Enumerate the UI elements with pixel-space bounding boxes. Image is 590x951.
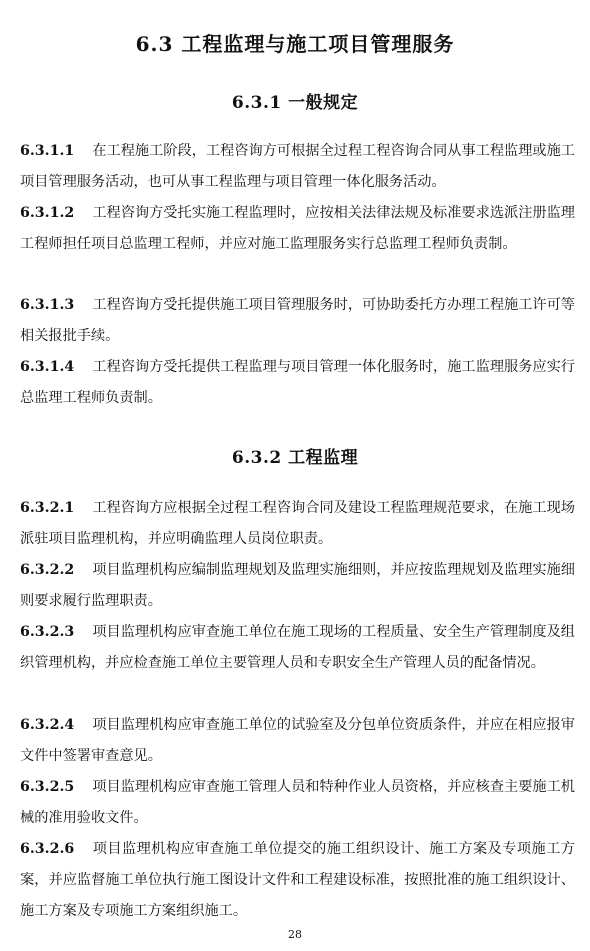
clause-number: 6.3.1.4 — [20, 359, 75, 375]
clause-number: 6.3.2.1 — [20, 500, 75, 516]
clause-number: 6.3.1.3 — [20, 297, 75, 313]
clause-text: 项目监理机构应审查施工单位的试验室及分包单位资质条件，并应在相应报审文件中签署审查意见。 — [20, 717, 575, 764]
clause-text: 项目监理机构应审查施工单位在施工现场的工程质量、安全生产管理制度及组织管理机构，并应检查施工单位主要管理人员和专职安全生产管理人员的配备情况。 — [20, 624, 575, 671]
subsection-title-general: 6.3.1 一般规定 — [231, 93, 359, 113]
clause — [20, 772, 575, 834]
clause-text: 工程咨询方受托提供施工项目管理服务时，可协助委托方办理工程施工许可等相关报批手续。 — [20, 297, 575, 344]
clause — [20, 493, 575, 555]
clause-text: 在工程施工阶段，工程咨询方可根据全过程工程咨询合同从事工程监理或施工项目管理服务活动，也可从事工程监理与项目管理一体化服务活动。 — [20, 143, 575, 190]
page-number: 28 — [288, 928, 302, 941]
clause-number: 6.3.1.2 — [20, 205, 75, 221]
clause-text: 工程咨询方受托提供工程监理与项目管理一体化服务时，施工监理服务应实行总监理工程师负责制。 — [20, 359, 575, 406]
clause — [20, 617, 575, 679]
clause — [20, 198, 575, 260]
clause-number: 6.3.1.1 — [20, 143, 75, 159]
clause-text: 工程咨询方应根据全过程工程咨询合同及建设工程监理规范要求，在施工现场派驻项目监理机构，并应明确监理人员岗位职责。 — [20, 500, 575, 547]
clause-text: 项目监理机构应审查施工单位提交的施工组织设计、施工方案及专项施工方案，并应监督施工单位执行施工图设计文件和工程建设标准，按照批准的施工组织设计、施工方案及专项施工方案组织施工。 — [20, 841, 575, 919]
clause-text: 项目监理机构应编制监理规划及监理实施细则，并应按监理规划及监理实施细则要求履行监理职责。 — [20, 562, 575, 609]
clause-text: 工程咨询方受托实施工程监理时，应按相关法律法规及标准要求选派注册监理工程师担任项目总监理工程师，并应对施工监理服务实行总监理工程师负责制。 — [20, 205, 575, 252]
clause — [20, 834, 575, 927]
clause — [20, 136, 575, 198]
clause-number: 6.3.2.5 — [20, 779, 75, 795]
section-title: 6.3 工程监理与施工项目管理服务 — [135, 32, 455, 56]
clause-number: 6.3.2.4 — [20, 717, 75, 733]
clause — [20, 352, 575, 414]
clause — [20, 290, 575, 352]
clause — [20, 710, 575, 772]
clause-text: 项目监理机构应审查施工管理人员和特种作业人员资格，并应核查主要施工机械的准用验收文件。 — [20, 779, 575, 826]
clause-number: 6.3.2.2 — [20, 562, 75, 578]
clause-number: 6.3.2.6 — [20, 841, 75, 857]
clause-number: 6.3.2.3 — [20, 624, 75, 640]
clause — [20, 555, 575, 617]
subsection-title-supervision: 6.3.2 工程监理 — [231, 448, 359, 468]
